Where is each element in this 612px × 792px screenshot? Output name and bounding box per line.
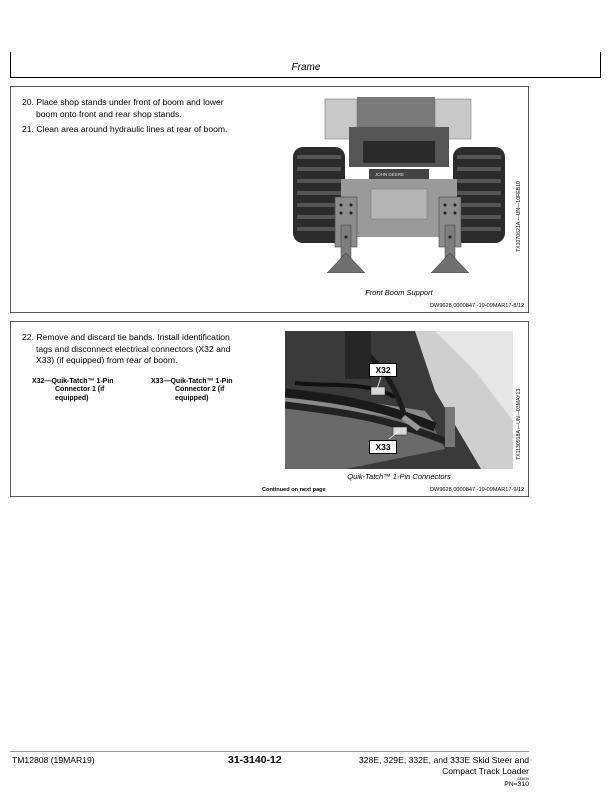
step-number: 21. (22, 124, 34, 134)
figure-id-1: TX1070621A —UN—10FEB10 (516, 181, 522, 252)
legend-text: equipped) (175, 394, 209, 402)
step-text-line: Place shop stands under front of boom and lower (36, 97, 224, 107)
legend-key: X33— (151, 378, 171, 385)
step-text-line: tags and disconnect electrical connectors (X32 and (36, 343, 231, 354)
callout-x33: X33 (369, 440, 397, 454)
legend-text: Quik-Tatch™ 1-Pin (170, 378, 233, 385)
front-boom-support-photo (285, 97, 513, 283)
figure-caption-1: Front Boom Support (365, 288, 433, 297)
callout-x32: X32 (369, 363, 397, 377)
footer-manual-id: TM12808 (19MAR19) (12, 755, 95, 765)
legend-text: equipped) (55, 394, 89, 402)
doc-code-2: DW9628,0000847 -19-09MAR17-9/12 (430, 487, 525, 493)
footer-pn: PN=310 (504, 781, 529, 788)
step-21 (22, 124, 302, 136)
connector-photo (285, 331, 513, 469)
footer-title-line: Compact Track Loader (442, 765, 529, 776)
legend-item-x33 (151, 378, 261, 403)
step-number: 20. (22, 97, 34, 107)
header-bottom-rule (10, 77, 601, 78)
continued-note: Continued on next page (262, 487, 326, 493)
step-text-line: Clean area around hydraulic lines at rear of boom. (36, 124, 228, 134)
step-text-line: X33) (if equipped) from rear of boom. (36, 355, 178, 365)
legend-text: Connector 2 (if (175, 386, 225, 394)
footer-page-number: 31-3140-12 (228, 754, 282, 766)
step-text-line: Remove and discard tie bands. Install identification (36, 332, 230, 342)
footer-rule (10, 751, 529, 752)
step-22 (22, 332, 272, 367)
brand-plate: JOHN DEERE (375, 172, 405, 177)
footer-tiny-code: 031919 (517, 777, 529, 781)
figure-caption-2: Quik-Tatch™ 1-Pin Connectors (347, 472, 451, 481)
legend-text: Connector 1 (if (55, 386, 105, 394)
figure-id-2: TX1130918A —UN—03MAY13 (516, 388, 522, 460)
step-20 (22, 97, 302, 120)
step-text-line: boom onto front and rear shop stands. (36, 108, 182, 119)
footer-title (325, 755, 529, 776)
section-title: Frame (291, 62, 321, 73)
legend-item-x32 (32, 378, 142, 403)
legend-text: Quik-Tatch™ 1-Pin (51, 378, 114, 385)
legend-key: X32— (32, 378, 52, 385)
footer-title-line: 328E, 329E, 332E, and 333E Skid Steer and (358, 755, 529, 765)
doc-code-1: DW9628,0000847 -19-09MAR17-8/12 (430, 303, 525, 309)
step-number: 22. (22, 332, 34, 342)
